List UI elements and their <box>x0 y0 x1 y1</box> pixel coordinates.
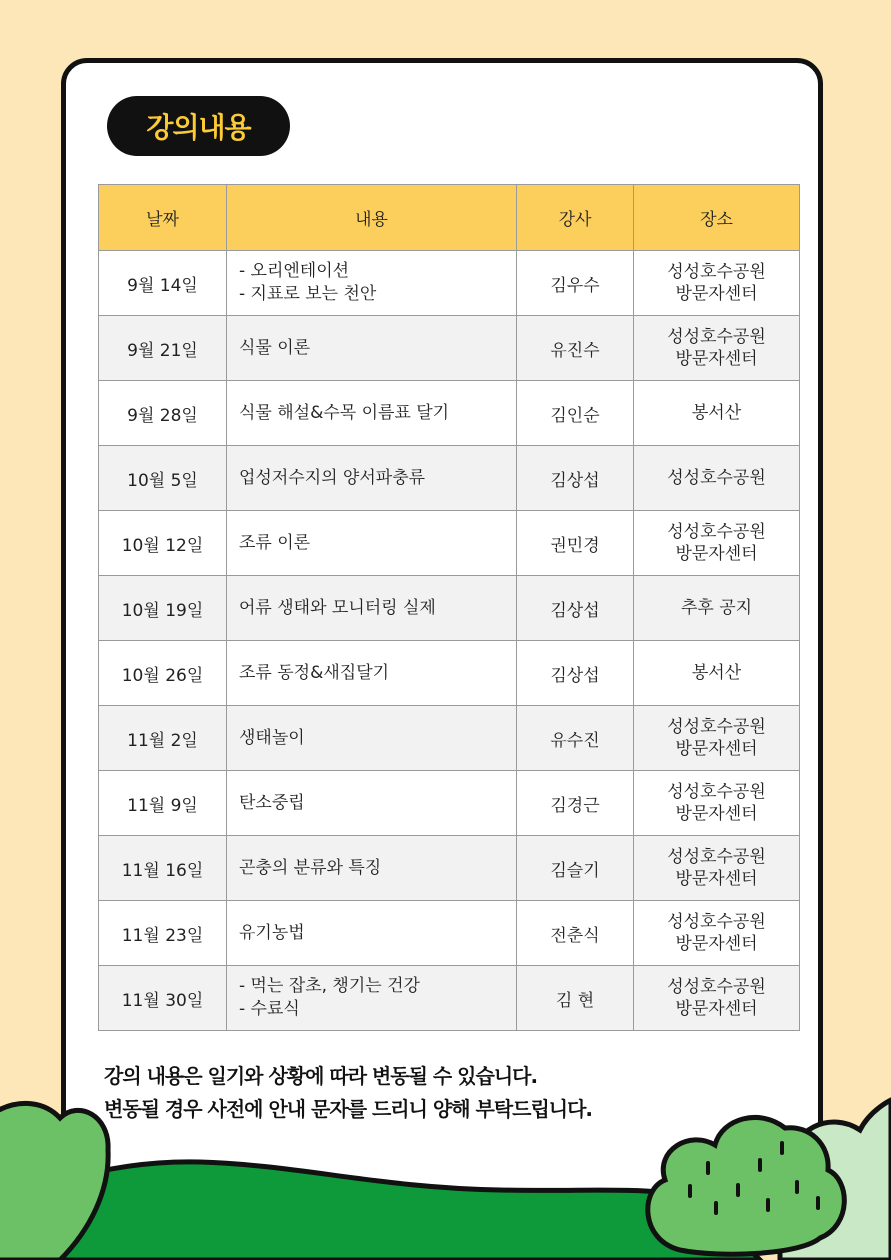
cell-date: 10월 19일 <box>99 576 227 641</box>
cell-instructor: 김상섭 <box>517 641 634 706</box>
content-line: 업성저수지의 양서파충류 <box>239 467 426 488</box>
notice-line-1: 강의 내용은 일기와 상황에 따라 변동될 수 있습니다. <box>104 1064 538 1088</box>
cell-instructor: 김 현 <box>517 966 634 1031</box>
place-line: 방문자센터 <box>675 869 758 889</box>
cell-date: 11월 9일 <box>99 771 227 836</box>
cell-instructor: 김우수 <box>517 251 634 316</box>
cell-date: 9월 28일 <box>99 381 227 446</box>
place-line: 추후 공지 <box>680 597 753 618</box>
place-line: 방문자센터 <box>675 284 758 304</box>
place-line: 방문자센터 <box>675 934 758 954</box>
cell-date: 11월 16일 <box>99 836 227 901</box>
content-line: 어류 생태와 모니터링 실제 <box>239 597 436 618</box>
content-line: 식물 해설&수목 이름표 달기 <box>239 402 450 423</box>
place-line: 성성호수공원 <box>667 326 766 347</box>
cell-instructor: 김상섭 <box>517 446 634 511</box>
header-content: 내용 <box>227 185 517 251</box>
cell-date: 10월 12일 <box>99 511 227 576</box>
place-line: 봉서산 <box>691 662 742 683</box>
cell-instructor: 전춘식 <box>517 901 634 966</box>
place-line: 성성호수공원 <box>667 976 766 997</box>
place-line: 방문자센터 <box>675 739 758 759</box>
cell-date: 11월 23일 <box>99 901 227 966</box>
place-line: 성성호수공원 <box>667 781 766 802</box>
content-line: - 먹는 잡초, 챙기는 건강 <box>239 976 420 997</box>
content-line: - 오리엔테이션 <box>239 261 350 282</box>
cell-instructor: 김슬기 <box>517 836 634 901</box>
content-line: 조류 동정&새집달기 <box>239 662 390 683</box>
tree-icon <box>648 1117 845 1254</box>
cell-date: 9월 21일 <box>99 316 227 381</box>
content-line: 조류 이론 <box>239 532 311 553</box>
place-line: 성성호수공원 <box>667 846 766 867</box>
place-line: 봉서산 <box>691 402 742 423</box>
cell-date: 10월 5일 <box>99 446 227 511</box>
place-line: 성성호수공원 <box>667 911 766 932</box>
cell-date: 9월 14일 <box>99 251 227 316</box>
cell-date: 10월 26일 <box>99 641 227 706</box>
cell-instructor: 유진수 <box>517 316 634 381</box>
cell-instructor: 김인순 <box>517 381 634 446</box>
place-line: 방문자센터 <box>675 544 758 564</box>
cell-date: 11월 30일 <box>99 966 227 1031</box>
header-place: 장소 <box>634 185 800 251</box>
content-line: - 수료식 <box>239 999 300 1019</box>
notice-line-2: 변동될 경우 사전에 안내 문자를 드리니 양해 부탁드립니다. <box>104 1097 593 1121</box>
header-date: 날짜 <box>99 185 227 251</box>
content-line: 곤충의 분류와 특징 <box>239 857 382 878</box>
content-line: 유기농법 <box>239 922 305 943</box>
header-instructor: 강사 <box>517 185 634 251</box>
cell-date: 11월 2일 <box>99 706 227 771</box>
cell-instructor: 권민경 <box>517 511 634 576</box>
content-line: - 지표로 보는 천안 <box>239 284 377 304</box>
section-title-pill: 강의내용 <box>107 96 290 156</box>
cell-instructor: 김경근 <box>517 771 634 836</box>
place-line: 성성호수공원 <box>667 467 766 488</box>
place-line: 성성호수공원 <box>667 521 766 542</box>
place-line: 성성호수공원 <box>667 716 766 737</box>
cell-instructor: 김상섭 <box>517 576 634 641</box>
content-line: 탄소중립 <box>239 792 305 813</box>
place-line: 성성호수공원 <box>667 261 766 282</box>
cell-instructor: 유수진 <box>517 706 634 771</box>
content-line: 생태놀이 <box>239 727 305 748</box>
place-line: 방문자센터 <box>675 804 758 824</box>
content-line: 식물 이론 <box>239 337 311 358</box>
place-line: 방문자센터 <box>675 999 758 1019</box>
place-line: 방문자센터 <box>675 349 758 369</box>
